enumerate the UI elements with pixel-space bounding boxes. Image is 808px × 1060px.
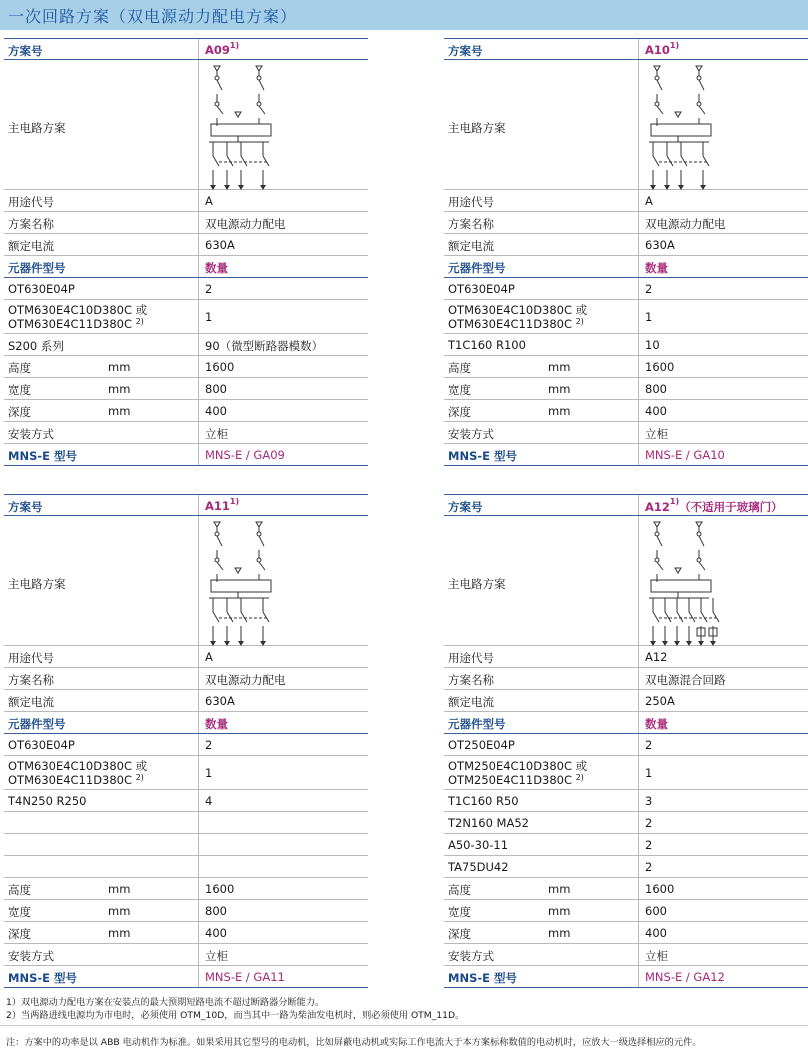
component-model-line2: OTM630E4C11D380C [8, 773, 133, 787]
component-model: OT630E04P [8, 282, 75, 296]
use-code-value: A [198, 646, 368, 667]
height-label: 高度 [448, 361, 471, 375]
components-header-row [4, 256, 368, 278]
component-model: T4N250 R250 [8, 794, 87, 808]
height-value: 1600 [198, 878, 368, 899]
height-value: 1600 [198, 356, 368, 377]
footnote-ref: 1) [669, 497, 680, 506]
depth-row [444, 400, 808, 422]
main-circuit-cell [638, 60, 808, 189]
component-model: TA75DU42 [448, 860, 509, 874]
component-model: S200 系列 [8, 339, 64, 353]
component-qty: 2 [638, 856, 808, 877]
scheme-name-value: 双电源动力配电 [198, 668, 368, 689]
depth-row [4, 922, 368, 944]
component-row [4, 756, 368, 790]
use-code-value: A [198, 190, 368, 211]
component-qty: 2 [638, 734, 808, 755]
depth-label: 深度 [448, 405, 471, 419]
component-qty: 10 [638, 334, 808, 355]
component-row [4, 300, 368, 334]
component-row [444, 278, 808, 300]
component-qty [198, 834, 368, 855]
components-label: 元器件型号 [8, 261, 66, 275]
component-model [8, 759, 147, 787]
quantity-label: 数量 [638, 256, 808, 277]
scheme-no-label: 方案号 [448, 44, 483, 58]
mns-type-label: MNS-E 型号 [448, 449, 517, 463]
component-qty [198, 812, 368, 833]
component-model: OT630E04P [8, 738, 75, 752]
component-row [4, 856, 368, 878]
scheme-name-label: 方案名称 [448, 217, 494, 231]
component-model: A50-30-11 [448, 838, 509, 852]
component-model: OT630E04P [448, 282, 515, 296]
components-label: 元器件型号 [448, 261, 506, 275]
component-row [4, 278, 368, 300]
component-qty: 90（微型断路器模数） [198, 334, 368, 355]
mns-type-value: MNS-E / GA12 [638, 966, 808, 987]
rated-current-label: 额定电流 [8, 239, 54, 253]
depth-row [4, 400, 368, 422]
rated-current-row [4, 234, 368, 256]
rated-current-label: 额定电流 [448, 695, 494, 709]
component-row [4, 790, 368, 812]
main-circuit-label: 主电路方案 [8, 577, 66, 591]
height-value: 1600 [638, 356, 808, 377]
component-row [444, 856, 808, 878]
height-unit: mm [548, 360, 571, 374]
component-model: T1C160 R100 [448, 338, 526, 352]
circuit-diagram [205, 516, 295, 646]
scheme-id-text: A09 [205, 43, 230, 57]
component-model-line1: OTM630E4C10D380C 或 [8, 303, 148, 317]
note: 注：方案中的功率是以 ABB 电动机作为标准。如果采用其它型号的电动机，比如屏蔽电动机或实际工作电流大于本方案标称数值的电动机时，应放大一级选择相应的元件。 [6, 1037, 702, 1048]
component-row [444, 812, 808, 834]
scheme-name-row [444, 668, 808, 690]
scheme-name-value: 双电源混合回路 [638, 668, 808, 689]
scheme-name-row [4, 668, 368, 690]
mns-type-value: MNS-E / GA11 [198, 966, 368, 987]
scheme-id [638, 495, 808, 515]
rated-current-label: 额定电流 [448, 239, 494, 253]
scheme-id [198, 39, 368, 59]
install-row [444, 944, 808, 966]
quantity-label: 数量 [638, 712, 808, 733]
scheme-no-label: 方案号 [448, 500, 483, 514]
install-row [4, 422, 368, 444]
depth-label: 深度 [448, 927, 471, 941]
components-label: 元器件型号 [8, 717, 66, 731]
mns-type-value: MNS-E / GA10 [638, 444, 808, 465]
component-qty: 3 [638, 790, 808, 811]
height-unit: mm [108, 360, 131, 374]
install-value: 立柜 [198, 944, 368, 965]
quantity-label: 数量 [198, 256, 368, 277]
depth-unit: mm [548, 926, 571, 940]
rated-current-value: 630A [638, 234, 808, 255]
height-label: 高度 [448, 883, 471, 897]
rated-current-value: 250A [638, 690, 808, 711]
use-code-label: 用途代号 [8, 651, 54, 665]
footnote-ref: 1) [229, 41, 240, 50]
height-row [4, 356, 368, 378]
use-code-label: 用途代号 [8, 195, 54, 209]
footnote-ref: 2) [135, 317, 144, 326]
quantity-label: 数量 [198, 712, 368, 733]
component-qty: 2 [638, 812, 808, 833]
install-value: 立柜 [198, 422, 368, 443]
height-unit: mm [548, 882, 571, 896]
depth-value: 400 [638, 922, 808, 943]
depth-unit: mm [108, 926, 131, 940]
circuit-diagram [205, 60, 295, 190]
height-unit: mm [108, 882, 131, 896]
width-value: 800 [198, 378, 368, 399]
width-value: 800 [198, 900, 368, 921]
component-row [444, 734, 808, 756]
depth-row [444, 922, 808, 944]
component-model-line1: OTM250E4C10D380C 或 [448, 759, 588, 773]
mns-type-row [4, 444, 368, 466]
use-code-row [4, 646, 368, 668]
footnote-ref: 1) [229, 497, 240, 506]
divider [0, 1025, 808, 1026]
rated-current-row [444, 690, 808, 712]
scheme-panel-a11 [4, 494, 368, 988]
scheme-id [638, 39, 808, 59]
rated-current-row [444, 234, 808, 256]
mns-type-label: MNS-E 型号 [448, 971, 517, 985]
scheme-id-text: A12 [645, 500, 670, 514]
component-model [8, 303, 147, 331]
component-row [4, 812, 368, 834]
main-circuit-row [4, 516, 368, 646]
use-code-label: 用途代号 [448, 195, 494, 209]
use-code-row [444, 190, 808, 212]
component-row [444, 334, 808, 356]
width-label: 宽度 [8, 383, 31, 397]
scheme-no-row [4, 494, 368, 516]
rated-current-label: 额定电流 [8, 695, 54, 709]
width-row [4, 378, 368, 400]
use-code-value: A12 [638, 646, 808, 667]
scheme-panel-a09 [4, 38, 368, 466]
width-label: 宽度 [448, 383, 471, 397]
component-row [4, 834, 368, 856]
page-title: 一次回路方案（双电源动力配电方案） [8, 7, 298, 26]
components-label: 元器件型号 [448, 717, 506, 731]
width-unit: mm [108, 904, 131, 918]
width-row [4, 900, 368, 922]
mns-type-value: MNS-E / GA09 [198, 444, 368, 465]
install-value: 立柜 [638, 422, 808, 443]
depth-value: 400 [638, 400, 808, 421]
component-qty: 2 [638, 834, 808, 855]
component-qty: 2 [198, 734, 368, 755]
depth-value: 400 [198, 922, 368, 943]
main-circuit-cell [638, 516, 808, 645]
scheme-no-label: 方案号 [8, 44, 43, 58]
height-label: 高度 [8, 361, 31, 375]
width-unit: mm [548, 382, 571, 396]
footnote-ref: 2) [135, 773, 144, 782]
depth-label: 深度 [8, 927, 31, 941]
footnotes [6, 997, 464, 1022]
install-label: 安装方式 [8, 949, 54, 963]
component-model [448, 303, 587, 331]
main-circuit-cell [198, 516, 368, 645]
component-row [444, 834, 808, 856]
scheme-name-value: 双电源动力配电 [638, 212, 808, 233]
width-label: 宽度 [8, 905, 31, 919]
components-header-row [444, 256, 808, 278]
component-row [444, 790, 808, 812]
rated-current-value: 630A [198, 690, 368, 711]
footnote-ref: 2) [575, 773, 584, 782]
scheme-name-row [444, 212, 808, 234]
component-model: OT250E04P [448, 738, 515, 752]
install-label: 安装方式 [448, 427, 494, 441]
circuit-diagram [645, 516, 735, 646]
scheme-panel-a12 [444, 494, 808, 988]
footnote-2: 2）当两路进线电源均为市电时，必须使用 OTM_10D，而当其中一路为柴油发电机时，则必须使用 OTM_11D。 [6, 1009, 465, 1021]
width-value: 600 [638, 900, 808, 921]
scheme-name-label: 方案名称 [448, 673, 494, 687]
component-row [4, 334, 368, 356]
scheme-panel-a10 [444, 38, 808, 466]
footnote-ref: 1) [669, 41, 680, 50]
depth-label: 深度 [8, 405, 31, 419]
scheme-id [198, 495, 368, 515]
height-row [4, 878, 368, 900]
height-row [444, 356, 808, 378]
mns-type-label: MNS-E 型号 [8, 449, 77, 463]
component-model-line2: OTM630E4C11D380C [448, 317, 573, 331]
scheme-name-row [4, 212, 368, 234]
component-qty: 1 [638, 300, 808, 333]
scheme-id-text: A10 [645, 43, 670, 57]
use-code-label: 用途代号 [448, 651, 494, 665]
install-row [444, 422, 808, 444]
footnote-ref: 2) [575, 317, 584, 326]
main-circuit-label: 主电路方案 [8, 121, 66, 135]
width-row [444, 378, 808, 400]
scheme-name-label: 方案名称 [8, 673, 54, 687]
mns-type-row [444, 966, 808, 988]
component-qty: 1 [638, 756, 808, 789]
component-qty: 2 [638, 278, 808, 299]
use-code-row [444, 646, 808, 668]
rated-current-row [4, 690, 368, 712]
install-label: 安装方式 [448, 949, 494, 963]
main-circuit-row [444, 60, 808, 190]
components-header-row [444, 712, 808, 734]
component-row [444, 756, 808, 790]
component-model: T1C160 R50 [448, 794, 519, 808]
footnote-1: 1）双电源动力配电方案在安装点的最大预期短路电流不超过断路器分断能力。 [6, 997, 325, 1008]
depth-value: 400 [198, 400, 368, 421]
components-header-row [4, 712, 368, 734]
component-model-line2: OTM250E4C11D380C [448, 773, 573, 787]
height-value: 1600 [638, 878, 808, 899]
main-circuit-label: 主电路方案 [448, 121, 506, 135]
component-qty: 4 [198, 790, 368, 811]
install-row [4, 944, 368, 966]
component-model [448, 759, 587, 787]
use-code-row [4, 190, 368, 212]
width-row [444, 900, 808, 922]
main-circuit-row [4, 60, 368, 190]
mns-type-row [4, 966, 368, 988]
component-qty: 1 [198, 756, 368, 789]
depth-unit: mm [548, 404, 571, 418]
scheme-id-text: A11 [205, 499, 230, 513]
scheme-note: （不适用于玻璃门） [679, 500, 783, 514]
height-row [444, 878, 808, 900]
use-code-value: A [638, 190, 808, 211]
component-model: T2N160 MA52 [448, 816, 529, 830]
scheme-name-value: 双电源动力配电 [198, 212, 368, 233]
main-circuit-label: 主电路方案 [448, 577, 506, 591]
width-value: 800 [638, 378, 808, 399]
depth-unit: mm [108, 404, 131, 418]
component-qty: 2 [198, 278, 368, 299]
component-model-line2: OTM630E4C11D380C [8, 317, 133, 331]
scheme-name-label: 方案名称 [8, 217, 54, 231]
component-qty [198, 856, 368, 877]
component-model-line1: OTM630E4C10D380C 或 [448, 303, 588, 317]
circuit-diagram [645, 60, 735, 190]
width-unit: mm [108, 382, 131, 396]
install-label: 安装方式 [8, 427, 54, 441]
height-label: 高度 [8, 883, 31, 897]
width-label: 宽度 [448, 905, 471, 919]
scheme-no-row [444, 494, 808, 516]
main-circuit-row [444, 516, 808, 646]
width-unit: mm [548, 904, 571, 918]
component-model-line1: OTM630E4C10D380C 或 [8, 759, 148, 773]
component-qty: 1 [198, 300, 368, 333]
scheme-no-label: 方案号 [8, 500, 43, 514]
main-circuit-cell [198, 60, 368, 189]
scheme-no-row [4, 38, 368, 60]
install-value: 立柜 [638, 944, 808, 965]
page-header [0, 0, 808, 30]
component-row [444, 300, 808, 334]
scheme-no-row [444, 38, 808, 60]
rated-current-value: 630A [198, 234, 368, 255]
component-row [4, 734, 368, 756]
mns-type-row [444, 444, 808, 466]
mns-type-label: MNS-E 型号 [8, 971, 77, 985]
